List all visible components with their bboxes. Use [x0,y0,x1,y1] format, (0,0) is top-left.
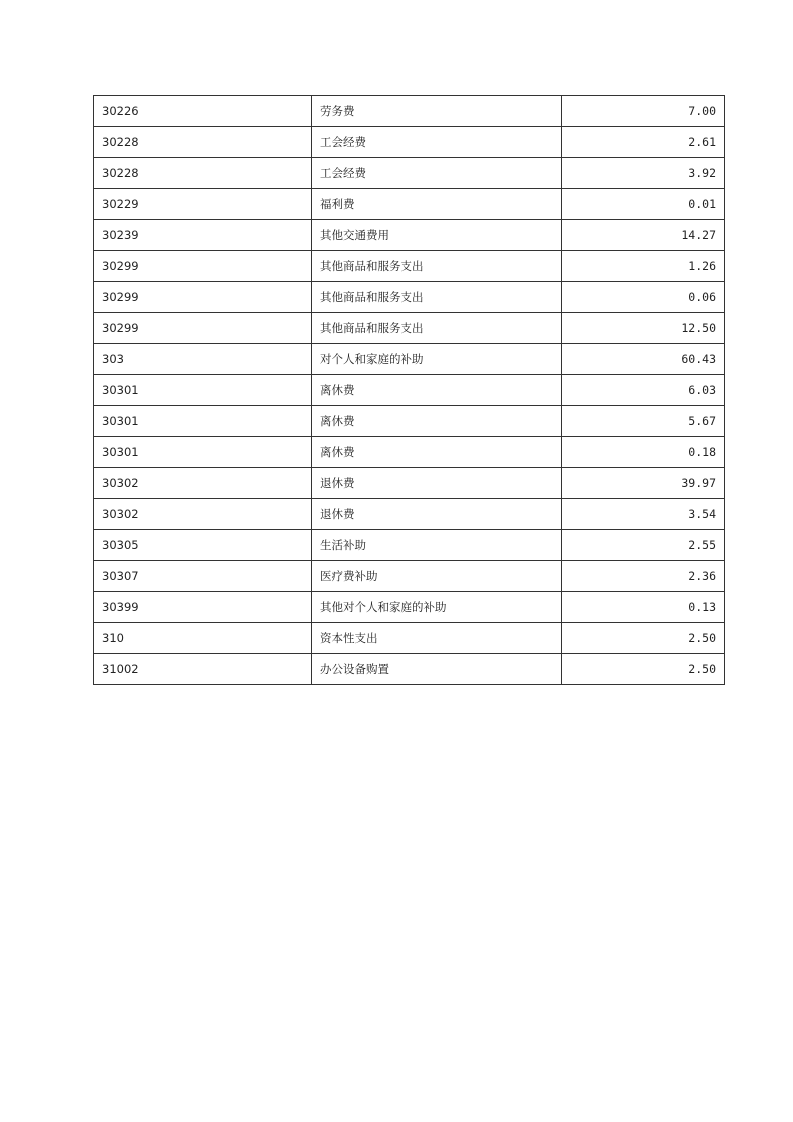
amount-cell: 39.97 [562,468,725,499]
item-name-cell: 福利费 [312,189,562,220]
economic-code-cell: 303 [94,344,312,375]
table-row [94,468,725,499]
item-name-cell: 其他商品和服务支出 [312,313,562,344]
economic-code-cell: 30229 [94,189,312,220]
amount-cell: 12.50 [562,313,725,344]
item-name-cell: 办公设备购置 [312,654,562,685]
amount-cell: 14.27 [562,220,725,251]
economic-code-cell: 30399 [94,592,312,623]
amount-cell: 2.55 [562,530,725,561]
economic-code-cell: 30301 [94,437,312,468]
amount-cell: 0.13 [562,592,725,623]
table-row [94,96,725,127]
economic-code-cell: 30228 [94,158,312,189]
table-row [94,623,725,654]
table-row [94,654,725,685]
item-name-cell: 工会经费 [312,158,562,189]
economic-code-cell: 30299 [94,251,312,282]
amount-cell: 2.36 [562,561,725,592]
item-name-cell: 资本性支出 [312,623,562,654]
economic-code-cell: 30305 [94,530,312,561]
economic-code-cell: 30302 [94,499,312,530]
amount-cell: 6.03 [562,375,725,406]
table-row [94,158,725,189]
economic-code-cell: 30226 [94,96,312,127]
item-name-cell: 工会经费 [312,127,562,158]
economic-code-cell: 30299 [94,313,312,344]
table-row [94,282,725,313]
amount-cell: 7.00 [562,96,725,127]
table-row [94,437,725,468]
item-name-cell: 医疗费补助 [312,561,562,592]
table-row [94,251,725,282]
item-name-cell: 其他交通费用 [312,220,562,251]
item-name-cell: 退休费 [312,499,562,530]
table-row [94,127,725,158]
item-name-cell: 其他商品和服务支出 [312,282,562,313]
item-name-cell: 生活补助 [312,530,562,561]
item-name-cell: 劳务费 [312,96,562,127]
amount-cell: 2.61 [562,127,725,158]
amount-cell: 1.26 [562,251,725,282]
table-row [94,313,725,344]
economic-code-cell: 310 [94,623,312,654]
amount-cell: 3.92 [562,158,725,189]
table-row [94,189,725,220]
economic-code-cell: 30301 [94,406,312,437]
amount-cell: 0.01 [562,189,725,220]
item-name-cell: 对个人和家庭的补助 [312,344,562,375]
item-name-cell: 其他商品和服务支出 [312,251,562,282]
economic-code-cell: 30299 [94,282,312,313]
amount-cell: 2.50 [562,623,725,654]
item-name-cell: 其他对个人和家庭的补助 [312,592,562,623]
table-row [94,375,725,406]
expenditure-table [93,95,725,685]
table-row [94,530,725,561]
economic-code-cell: 30307 [94,561,312,592]
economic-code-cell: 30301 [94,375,312,406]
amount-cell: 5.67 [562,406,725,437]
table-row [94,499,725,530]
table-row [94,406,725,437]
item-name-cell: 离休费 [312,437,562,468]
table-row [94,220,725,251]
expenditure-table-body [94,96,725,685]
economic-code-cell: 30302 [94,468,312,499]
item-name-cell: 离休费 [312,406,562,437]
table-row [94,344,725,375]
economic-code-cell: 31002 [94,654,312,685]
economic-code-cell: 30228 [94,127,312,158]
item-name-cell: 退休费 [312,468,562,499]
amount-cell: 3.54 [562,499,725,530]
amount-cell: 0.18 [562,437,725,468]
table-row [94,561,725,592]
item-name-cell: 离休费 [312,375,562,406]
amount-cell: 0.06 [562,282,725,313]
economic-code-cell: 30239 [94,220,312,251]
amount-cell: 60.43 [562,344,725,375]
table-row [94,592,725,623]
amount-cell: 2.50 [562,654,725,685]
